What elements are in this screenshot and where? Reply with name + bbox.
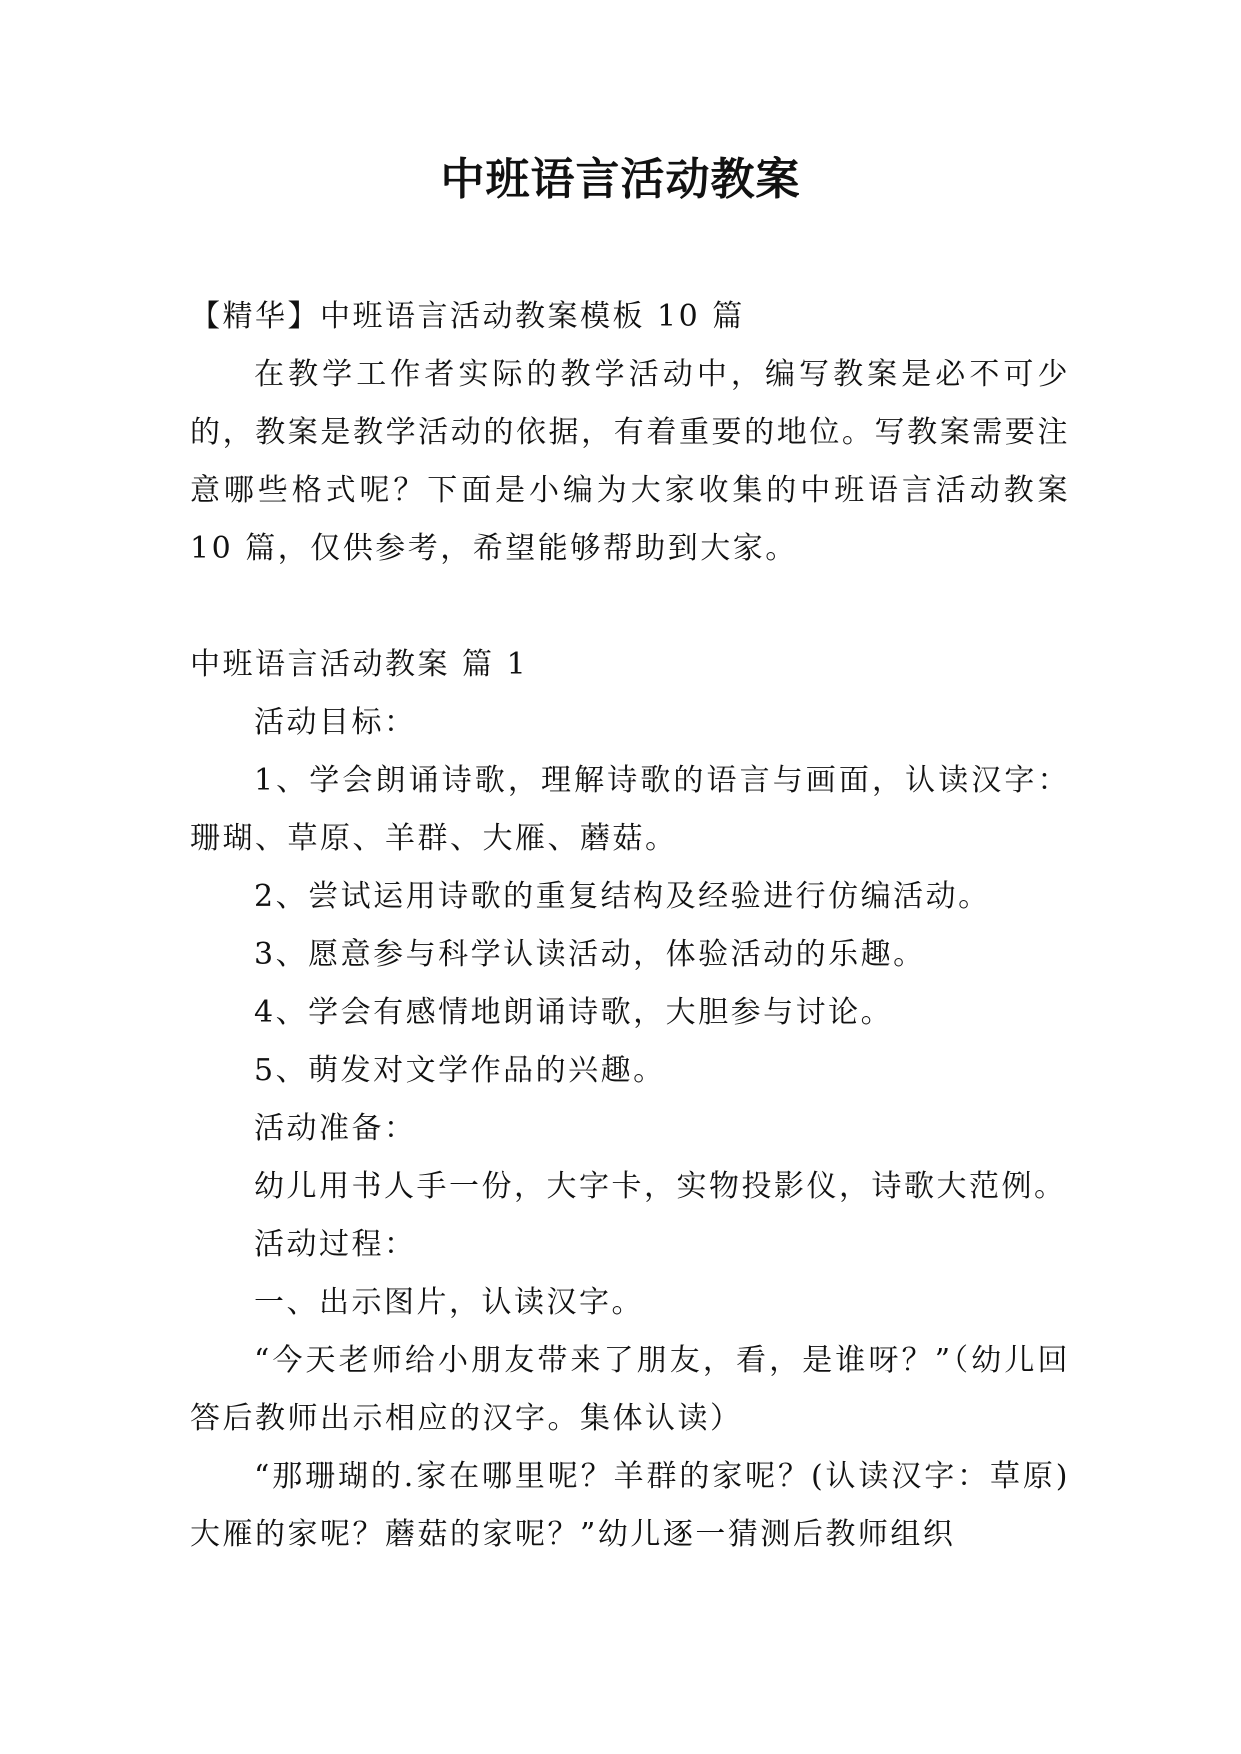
process-paragraph: “那珊瑚的.家在哪里呢？羊群的家呢？(认读汉字：草原) 大雁的家呢？蘑菇的家呢？”幼儿逐一猜测后教师组织 xyxy=(190,1459,1070,1552)
document-body xyxy=(190,288,1070,1564)
section-heading: 中班语言活动教案 篇 1 xyxy=(190,647,529,682)
document-subtitle: 【精华】中班语言活动教案模板 10 篇 xyxy=(190,299,745,334)
goals-heading: 活动目标： xyxy=(254,705,417,740)
process-heading: 活动过程： xyxy=(254,1227,417,1262)
goal-item: 3、愿意参与科学认读活动，体验活动的乐趣。 xyxy=(254,937,926,972)
prep-heading: 活动准备： xyxy=(254,1111,417,1146)
goal-item: 1、学会朗诵诗歌，理解诗歌的语言与画面，认读汉字：珊瑚、草原、羊群、大雁、蘑菇。 xyxy=(190,763,1070,856)
process-paragraph: “今天老师给小朋友带来了朋友，看，是谁呀？”（幼儿回答后教师出示相应的汉字。集体认读） xyxy=(190,1343,1070,1436)
goal-item: 4、学会有感情地朗诵诗歌，大胆参与讨论。 xyxy=(254,995,894,1030)
intro-paragraph: 在教学工作者实际的教学活动中，编写教案是必不可少的，教案是教学活动的依据，有着重要的地位。写教案需要注意哪些格式呢？下面是小编为大家收集的中班语言活动教案 10 篇，仅供参考，希望能够帮助到大家。 xyxy=(190,357,1070,566)
document-title: 中班语言活动教案 xyxy=(440,154,801,205)
prep-text: 幼儿用书人手一份，大字卡，实物投影仪，诗歌大范例。 xyxy=(254,1169,1067,1204)
process-step: 一、出示图片，认读汉字。 xyxy=(254,1285,644,1320)
goal-item: 2、尝试运用诗歌的重复结构及经验进行仿编活动。 xyxy=(254,879,991,914)
goal-item: 5、萌发对文学作品的兴趣。 xyxy=(254,1053,666,1088)
